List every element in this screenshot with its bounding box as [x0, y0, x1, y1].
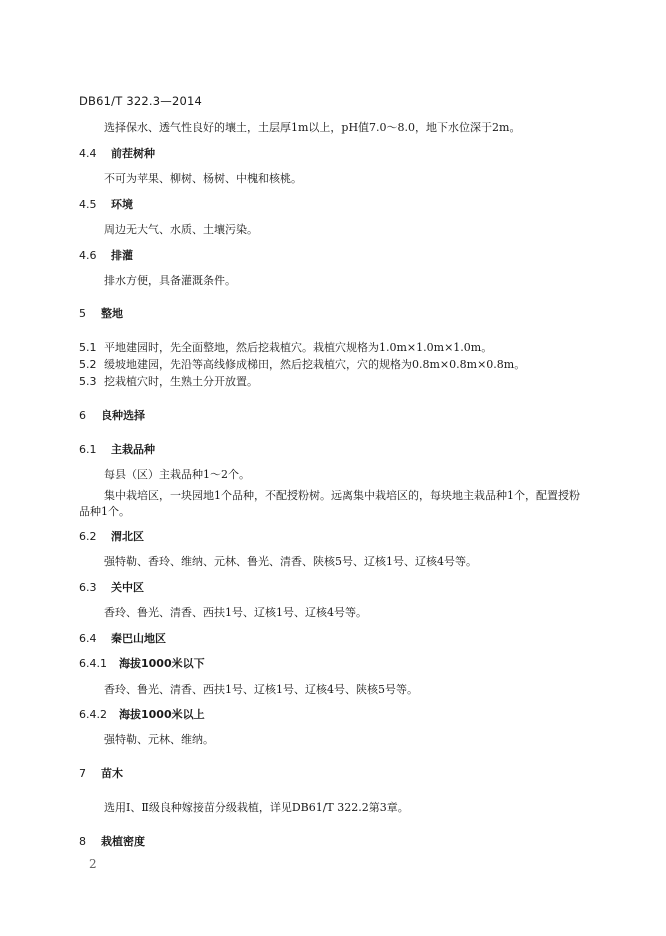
section-title: 秦巴山地区	[111, 632, 166, 645]
item-number: 5.3	[79, 375, 97, 388]
heading-4-6	[79, 247, 133, 263]
paragraph-6-1-b-line2: 品种1个。	[79, 505, 130, 518]
section-number: 6.1	[79, 443, 97, 456]
item-5-1	[79, 339, 492, 355]
paragraph-4-6: 排水方便，具备灌溉条件。	[104, 274, 236, 287]
heading-4-5	[79, 196, 133, 212]
section-number: 7	[79, 767, 86, 780]
section-number: 6.4.2	[79, 708, 107, 721]
section-number: 4.4	[79, 147, 97, 160]
page-number: 2	[89, 857, 97, 871]
heading-6-4-1	[79, 655, 205, 671]
item-number: 5.1	[79, 341, 97, 354]
paragraph-6-1-a: 每县（区）主栽品种1～2个。	[104, 468, 250, 481]
paragraph-6-4-1: 香玲、鲁光、清香、西扶1号、辽核1号、辽核4号、陕核5号等。	[104, 683, 418, 696]
section-title: 海拔1000米以下	[119, 657, 205, 670]
section-number: 4.6	[79, 249, 97, 262]
paragraph-4-5: 周边无大气、水质、土壤污染。	[104, 223, 258, 236]
paragraph-4-4: 不可为苹果、柳树、杨树、中槐和核桃。	[104, 172, 302, 185]
section-title: 渭北区	[111, 530, 144, 543]
section-number: 5	[79, 307, 86, 320]
heading-8	[79, 833, 145, 849]
item-text: 挖栽植穴时，生熟土分开放置。	[104, 375, 258, 388]
item-5-3	[79, 373, 258, 389]
section-number: 6.2	[79, 530, 97, 543]
item-text: 平地建园时，先全面整地，然后挖栽植穴。栽植穴规格为1.0m×1.0m×1.0m。	[104, 341, 493, 354]
heading-6	[79, 407, 145, 423]
heading-6-3	[79, 579, 144, 595]
heading-6-4-2	[79, 706, 205, 722]
item-5-2	[79, 356, 525, 372]
section-title: 环境	[111, 198, 133, 211]
soil-paragraph: 选择保水、透气性良好的壤土，土层厚1m以上，pH值7.0～8.0，地下水位深于2m。	[104, 121, 521, 134]
section-number: 6	[79, 409, 86, 422]
section-title: 整地	[101, 307, 123, 320]
paragraph-6-1-b-line1: 集中栽培区，一块园地1个品种，不配授粉树。远离集中栽培区的，每块地主栽品种1个，配置授粉	[104, 489, 580, 502]
section-title: 海拔1000米以上	[119, 708, 205, 721]
section-title: 苗木	[101, 767, 123, 780]
heading-4-4	[79, 145, 155, 161]
section-title: 主栽品种	[111, 443, 155, 456]
heading-5	[79, 305, 123, 321]
section-number: 6.4	[79, 632, 97, 645]
paragraph-6-3: 香玲、鲁光、清香、西扶1号、辽核1号、辽核4号等。	[104, 606, 367, 619]
paragraph-7: 选用Ⅰ、Ⅱ级良种嫁接苗分级栽植，详见DB61/T 322.2第3章。	[104, 801, 409, 814]
item-number: 5.2	[79, 358, 97, 371]
section-number: 6.3	[79, 581, 97, 594]
standard-id: DB61/T 322.3—2014	[79, 94, 203, 108]
heading-6-2	[79, 528, 144, 544]
section-title: 良种选择	[101, 409, 145, 422]
item-text: 缓坡地建园，先沿等高线修成梯田，然后挖栽植穴，穴的规格为0.8m×0.8m×0.8m。	[104, 358, 526, 371]
section-title: 排灌	[111, 249, 133, 262]
paragraph-6-2: 强特勒、香玲、维纳、元林、鲁光、清香、陕核5号、辽核1号、辽核4号等。	[104, 555, 477, 568]
section-title: 关中区	[111, 581, 144, 594]
section-number: 8	[79, 835, 86, 848]
heading-6-4	[79, 630, 166, 646]
section-title: 栽植密度	[101, 835, 145, 848]
section-number: 4.5	[79, 198, 97, 211]
heading-6-1	[79, 441, 155, 457]
section-number: 6.4.1	[79, 657, 107, 670]
paragraph-6-4-2: 强特勒、元林、维纳。	[104, 733, 214, 746]
section-title: 前茬树种	[111, 147, 155, 160]
heading-7	[79, 765, 123, 781]
